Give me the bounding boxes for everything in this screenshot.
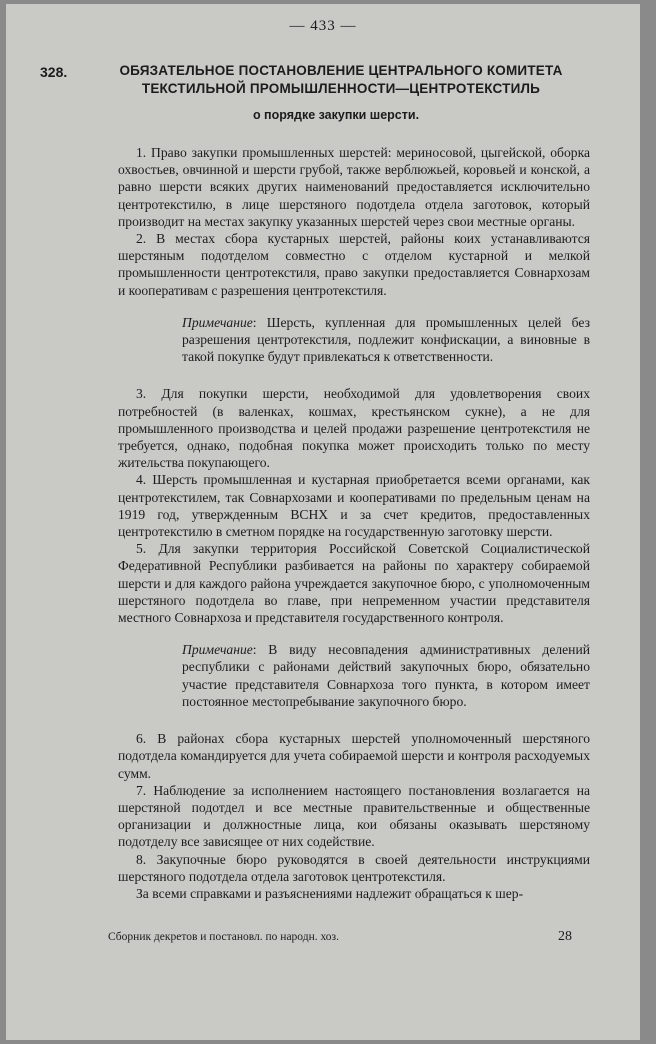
note-2-text: : В виду несовпадения административных делений республики с районами действий закупочных бюро, обязательно участие представителя Совнархоза того пункта, в котором имеет постоянное местопребывание закупочного бюро. [182, 642, 590, 709]
paragraph-2: 2. В местах сбора кустарных шерстей, районы коих устанавливаются шерстяным подотделом совместно с отделом кустарной и мелкой промышленности центротекстиля, право закупки предоставляется Совнархозам и кооперативам с разрешения центротекстиля. [118, 231, 590, 298]
footer-source: Сборник декретов и постановл. по народн. хоз. [108, 931, 339, 943]
document-body [118, 144, 590, 902]
document-title: ОБЯЗАТЕЛЬНОЕ ПОСТАНОВЛЕНИЕ ЦЕНТРАЛЬНОГО КОМИТЕТА ТЕКСТИЛЬНОЙ ПРОМЫШЛЕННОСТИ—ЦЕНТРОТЕКСТИЛЬ [119, 63, 563, 96]
page-footer [108, 929, 572, 945]
signature-number: 28 [558, 929, 572, 944]
document-number: 328. [40, 64, 68, 80]
paragraph-6: 6. В районах сбора кустарных шерстей уполномоченный шерстяного подотдела командируется для учета собираемой шерсти и контроля расходуемых сумм. [118, 731, 590, 781]
note-2 [182, 641, 590, 710]
paragraph-9: За всеми справками и разъяснениями надлежит обращаться к шер- [136, 885, 524, 901]
document-page [6, 4, 640, 1040]
note-2-label: Примечание [182, 642, 253, 658]
paragraph-1: 1. Право закупки промышленных шерстей: мериносовой, цыгейской, оборка охвостьев, овчинной и шерсти грубой, также верблюжьей, коровьей и конской, а равно шерсти всяких других наименований предоставляется исключительно центротекстилю, в лице шерстяного подотдела отдела заготовок, который производит на местах закупку указанных шерстей через свои местные органы. [118, 145, 590, 229]
note-1 [182, 314, 590, 366]
paragraph-5: 5. Для закупки территория Российской Советской Социалистической Федеративной Республики разбивается на районы по характеру собираемой шерсти и для каждого района учреждается закупочное бюро, с уполномоченным шерстяного подотдела во главе, при непременном участии представителя местного Совнархоза и представителя государственного контроля. [118, 541, 590, 626]
note-1-label: Примечание [182, 314, 253, 330]
paragraph-8: 8. Закупочные бюро руководятся в своей деятельности инструкциями шерстяного подотдела отдела заготовок центротекстиля. [118, 851, 590, 884]
note-1-text: : Шерсть, купленная для промышленных целей без разрешения центротекстиля, подлежит конфискации, а виновные в такой покупке будут привлекаться к ответственности. [182, 314, 590, 365]
paragraph-3: 3. Для покупки шерсти, необходимой для удовлетворения своих потребностей (в валенках, кошмах, крестьянском сукне), а не для промышленного производства и целей продажи разрешение центротекстиля не требуется, однако, подобная покупка может происходить только по месту жительства покупающего. [118, 386, 590, 471]
page-number: — 433 — [289, 18, 357, 34]
paragraph-7: 7. Наблюдение за исполнением настоящего постановления возлагается на шерстяной подотдел и все местные правительственные и общественные организации и должностные лица, кои обязаны оказывать шерстяному подотделу все зависящее от них содействие. [118, 782, 590, 850]
paragraph-4: 4. Шерсть промышленная и кустарная приобретается всеми органами, как центротекстилем, так Совнархозами и кооперативами по предельным ценам на 1919 год, утвержденным ВСНХ и за счет кредитов, предоставленных центротекстилю в сметном порядке на государственную заготовку шерсти. [118, 472, 590, 540]
document-subtitle: о порядке закупки шерсти. [252, 108, 420, 122]
